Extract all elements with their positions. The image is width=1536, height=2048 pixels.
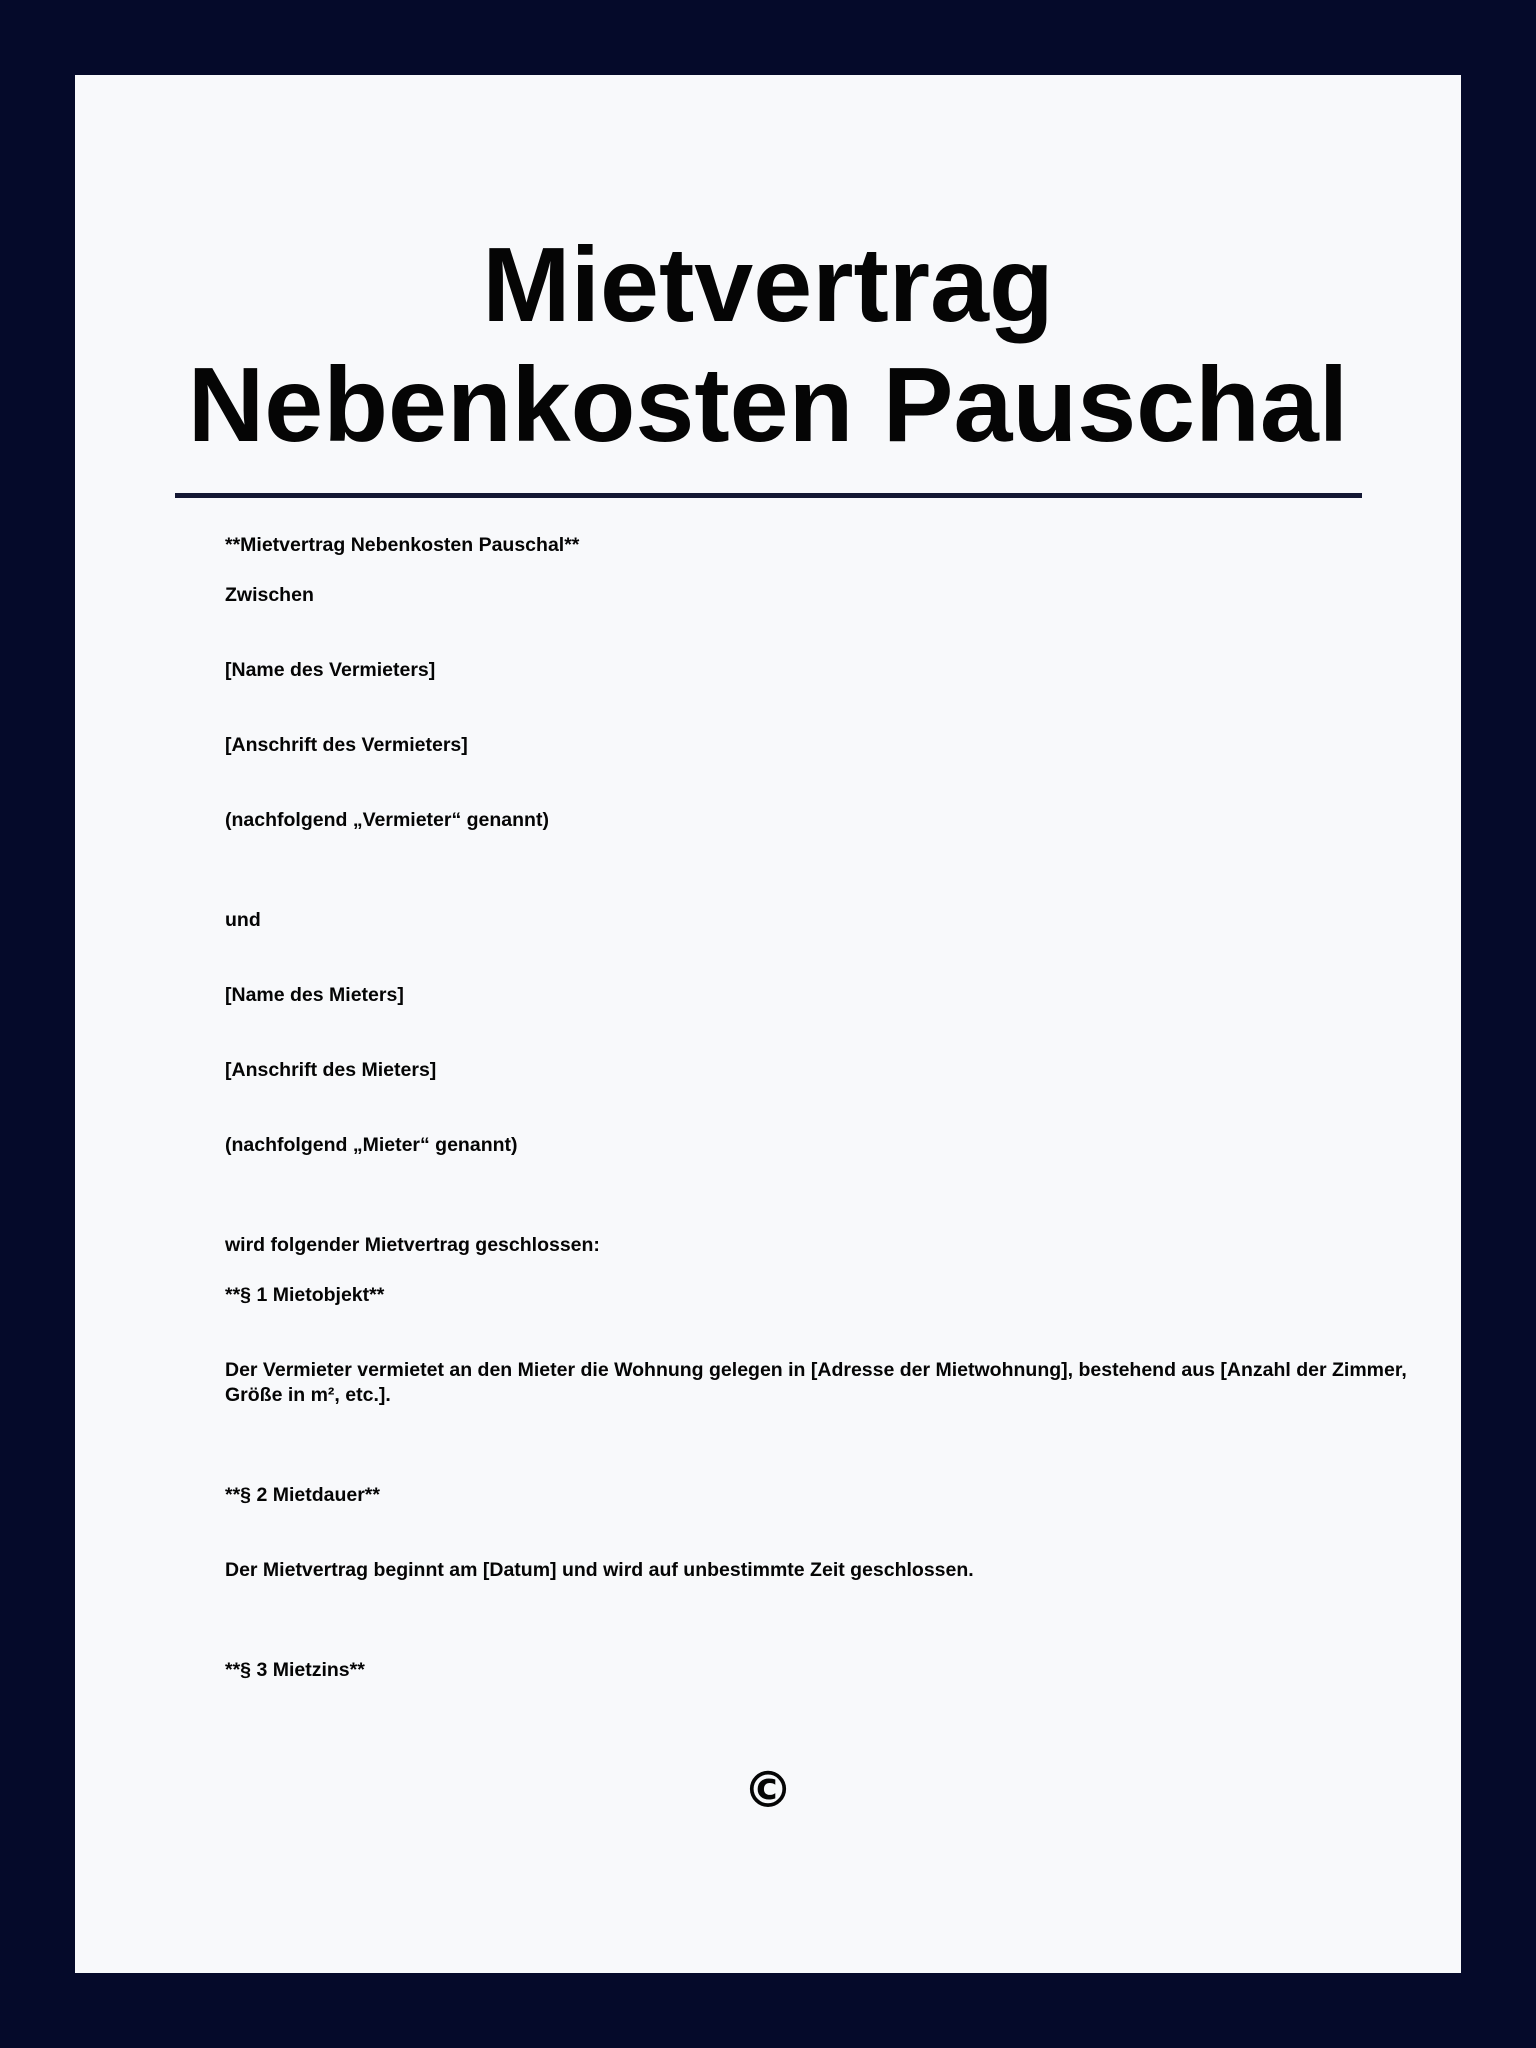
section-1-text: Der Vermieter vermietet an den Mieter die Wohnung gelegen in [Adresse der Mietwohnung], bestehend aus [Anzahl der Zimmer, Größe in m², etc.].	[225, 1359, 1407, 1406]
tenant-designation: (nachfolgend „Mieter“ genannt)	[225, 1134, 518, 1156]
paragraph-and: und	[225, 909, 261, 931]
landlord-address-placeholder: [Anschrift des Vermieters]	[225, 734, 468, 756]
section-2-text: Der Mietvertrag beginnt am [Datum] und wird auf unbestimmte Zeit geschlossen.	[225, 1559, 974, 1581]
document-title-line-1: Mietvertrag	[482, 226, 1054, 344]
contract-intro: wird folgender Mietvertrag geschlossen:	[225, 1234, 600, 1256]
paragraph-between: Zwischen	[225, 584, 314, 606]
document-title	[75, 225, 1461, 465]
title-divider	[175, 493, 1362, 498]
copyright-icon: ©	[743, 1761, 793, 1819]
document-title-line-2: Nebenkosten Pauschal	[187, 346, 1349, 464]
tenant-name-placeholder: [Name des Mieters]	[225, 984, 404, 1006]
landlord-name-placeholder: [Name des Vermieters]	[225, 659, 436, 681]
contract-heading: **Mietvertrag Nebenkosten Pauschal**	[225, 534, 580, 556]
section-3-heading: **§ 3 Mietzins**	[225, 1659, 365, 1681]
section-2-heading: **§ 2 Mietdauer**	[225, 1484, 380, 1506]
document-page	[75, 75, 1461, 1973]
landlord-designation: (nachfolgend „Vermieter“ genannt)	[225, 809, 549, 831]
section-1-heading: **§ 1 Mietobjekt**	[225, 1284, 385, 1306]
tenant-address-placeholder: [Anschrift des Mieters]	[225, 1059, 437, 1081]
